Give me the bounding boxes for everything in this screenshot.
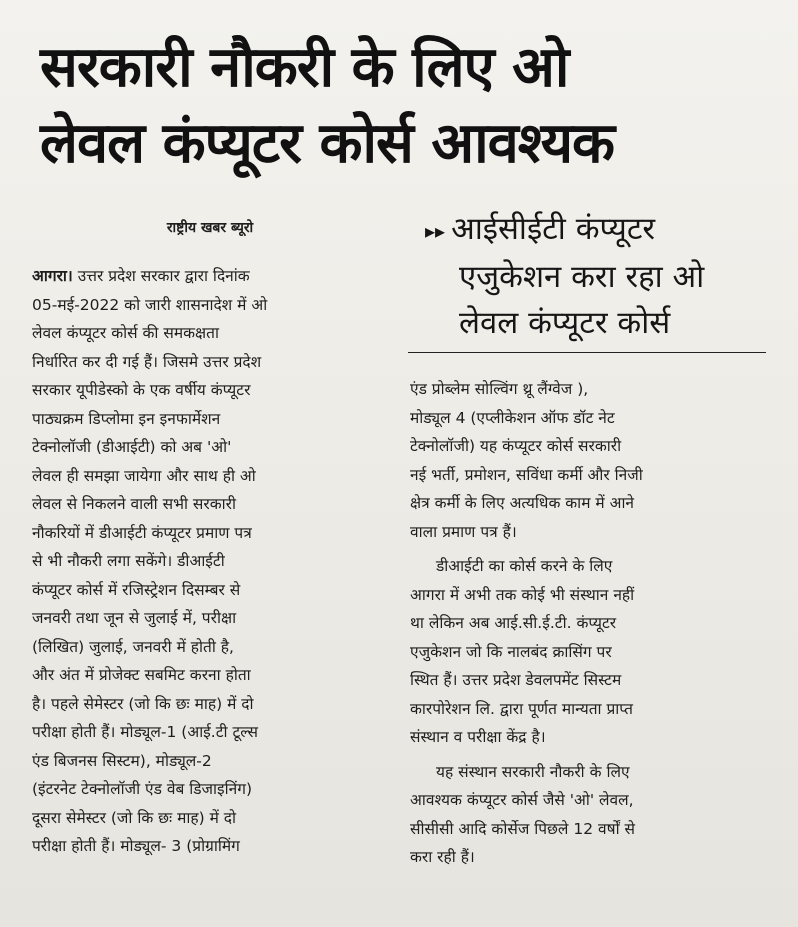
subheadline-line-3: लेवल कंप्यूटर कोर्स bbox=[459, 304, 671, 341]
article-line: और अंत में प्रोजेक्ट सबमिट करना होता bbox=[32, 666, 251, 684]
article-line: टेक्नोलॉजी (डीआईटी) को अब 'ओ' bbox=[32, 438, 232, 456]
headline-line-1: सरकारी नौकरी के लिए ओ bbox=[40, 35, 569, 100]
article-line: नौकरियों में डीआईटी कंप्यूटर प्रमाण पत्र bbox=[32, 523, 252, 542]
article-left-column bbox=[32, 262, 390, 861]
article-right-column bbox=[410, 375, 772, 872]
subheadline bbox=[425, 206, 775, 346]
double-arrow-icon: ▸▸ bbox=[425, 218, 446, 243]
article-line: स्थित हैं। उत्तर प्रदेश डेवलपमेंट सिस्टम bbox=[410, 671, 622, 689]
article-line: सीसीसी आदि कोर्सेज पिछले 12 वर्षों से bbox=[410, 819, 636, 838]
article-line: परीक्षा होती हैं। मोड्यूल- 3 (प्रोग्रामिंग bbox=[32, 837, 240, 855]
article-line: लेवल कंप्यूटर कोर्स की समकक्षता bbox=[32, 324, 219, 342]
article-line: (लिखित) जुलाई, जनवरी में होती है, bbox=[32, 637, 234, 656]
article-line: एंड बिजनस सिस्टम), मोड्यूल-2 bbox=[32, 751, 212, 770]
article-line: एंड प्रोब्लेम सोल्विंग थ्रू लैंग्वेज ), bbox=[410, 380, 589, 398]
article-line: लेवल ही समझा जायेगा और साथ ही ओ bbox=[32, 466, 256, 485]
article-line: आगरा। उत्तर प्रदेश सरकार द्वारा दिनांक bbox=[32, 267, 250, 285]
article-line: कारपोरेशन लि. द्वारा पूर्णत मान्यता प्राप्त bbox=[410, 699, 633, 718]
dateline: आगरा। bbox=[32, 267, 73, 285]
article-line: परीक्षा होती हैं। मोड्यूल-1 (आई.टी टूल्स bbox=[32, 723, 258, 741]
article-line: टेक्नोलॉजी) यह कंप्यूटर कोर्स सरकारी bbox=[410, 437, 622, 455]
article-line: वाला प्रमाण पत्र हैं। bbox=[410, 522, 517, 541]
byline: राष्ट्रीय खबर ब्यूरो bbox=[166, 220, 254, 236]
headline-line-2: लेवल कंप्यूटर कोर्स आवश्यक bbox=[40, 111, 615, 176]
article-line: पाठ्यक्रम डिप्लोमा इन इनफार्मेशन bbox=[32, 409, 221, 428]
article-line: सरकार यूपीडेस्को के एक वर्षीय कंप्यूटर bbox=[32, 381, 251, 399]
article-line: 05-मई-2022 को जारी शासनादेश में ओ bbox=[32, 295, 268, 314]
article-line: लेवल से निकलने वाली सभी सरकारी bbox=[32, 495, 237, 513]
article-line: से भी नौकरी लगा सकेंगे। डीआईटी bbox=[32, 552, 225, 570]
article-line: जनवरी तथा जून से जुलाई में, परीक्षा bbox=[32, 609, 237, 627]
article-line: है। पहले सेमेस्टर (जो कि छः माह) में दो bbox=[32, 694, 254, 713]
subheadline-line-2: एजुकेशन करा रहा ओ bbox=[459, 258, 705, 295]
article-line: एजुकेशन जो कि नालबंद क्रासिंग पर bbox=[410, 642, 612, 661]
article-line: यह संस्थान सरकारी नौकरी के लिए bbox=[436, 762, 630, 781]
article-line: आवश्यक कंप्यूटर कोर्स जैसे 'ओ' लेवल, bbox=[410, 791, 634, 809]
article-line: था लेकिन अब आई.सी.ई.टी. कंप्यूटर bbox=[410, 614, 617, 632]
subheadline-line-1: आईसीईटी कंप्यूटर bbox=[451, 211, 656, 247]
column-divider-rule bbox=[408, 352, 766, 353]
article-line: नई भर्ती, प्रमोशन, सविंधा कर्मी और निजी bbox=[410, 465, 643, 484]
article-line: संस्थान व परीक्षा केंद्र है। bbox=[410, 728, 546, 746]
article-line: निर्धारित कर दी गई हैं। जिसमे उत्तर प्रदेश bbox=[32, 352, 262, 371]
article-line: आगरा में अभी तक कोई भी संस्थान नहीं bbox=[410, 585, 635, 604]
article-line: मोड्यूल 4 (एप्लीकेशन ऑफ डॉट नेट bbox=[410, 408, 615, 427]
article-line: डीआईटी का कोर्स करने के लिए bbox=[436, 557, 613, 575]
article-line: (इंटरनेट टेक्नोलॉजी एंड वेब डिजाइनिंग) bbox=[32, 780, 253, 798]
article-line: क्षेत्र कर्मी के लिए अत्यधिक काम में आने bbox=[410, 494, 635, 512]
article-line: दूसरा सेमेस्टर (जो कि छः माह) में दो bbox=[32, 808, 237, 827]
headline bbox=[40, 30, 770, 182]
article-line: करा रही हैं। bbox=[410, 848, 475, 866]
article-line: कंप्यूटर कोर्स में रजिस्ट्रेशन दिसम्बर से bbox=[32, 580, 241, 599]
